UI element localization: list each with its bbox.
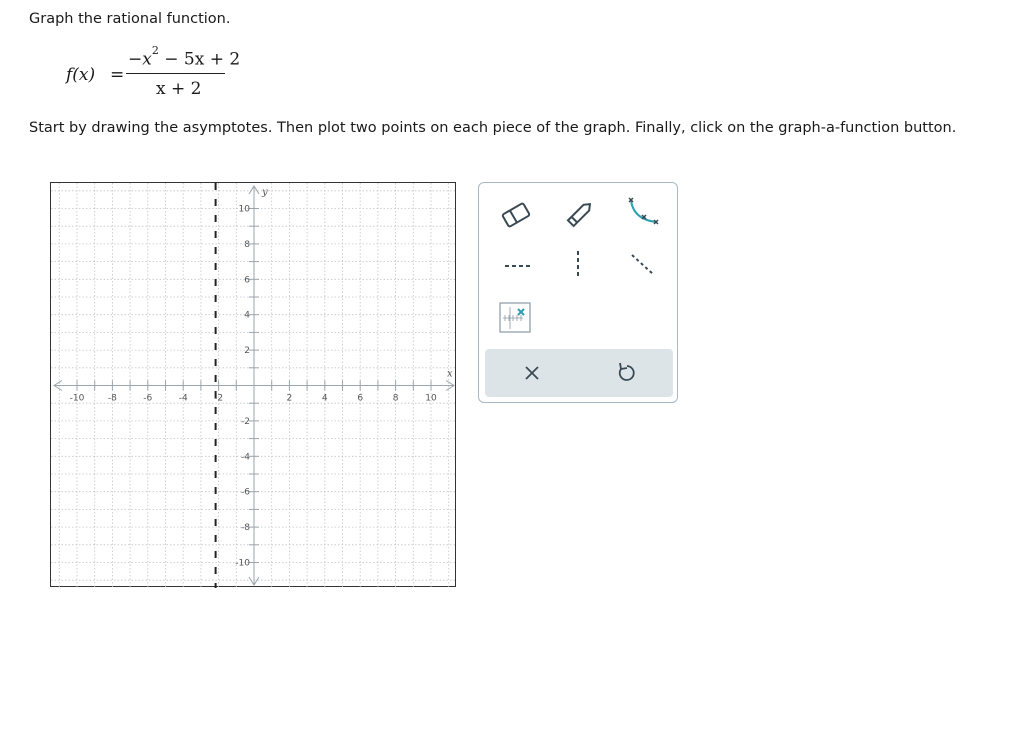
y-tick-label: 10 [238,204,250,215]
vertical-asymptote-tool[interactable] [559,247,599,283]
y-tick-label: 2 [244,346,250,357]
x-axis-label: x [447,368,453,380]
action-bar [485,349,673,397]
numerator-variable: x [142,49,152,70]
numerator-minus: − [128,49,143,70]
x-tick-label: 2 [286,393,293,404]
fraction-bar [126,73,225,74]
y-tick-label: 8 [244,239,250,250]
close-icon [512,357,552,389]
slant-asymptote-tool[interactable] [620,247,660,283]
eraser-tool[interactable] [495,197,535,233]
y-tick-label: 6 [244,275,250,286]
y-tick-label: -6 [241,487,250,498]
problem-prompt: Graph the rational function. [29,11,231,27]
eraser-icon [495,197,535,233]
x-tick-label: -8 [107,393,117,404]
horizontal-asymptote-icon [495,249,535,285]
x-tick-label: 8 [392,393,399,404]
equals-sign: = [110,65,125,85]
function-numerator [128,44,241,70]
numerator-rest: − 5x + 2 [158,49,241,70]
x-tick-label: -2 [214,393,224,404]
y-tick-label: -4 [241,452,250,463]
x-tick-label: 6 [357,393,364,404]
point-tool[interactable] [495,299,535,335]
x-tick-label: -10 [69,393,85,404]
slant-asymptote-icon [620,247,660,283]
x-tick-label: 4 [321,393,328,404]
graph-function-icon [620,195,660,231]
function-name: f(x) [66,65,96,85]
x-tick-label: -4 [178,393,188,404]
y-tick-label: -10 [235,558,250,569]
undo-button[interactable] [607,357,647,389]
pencil-icon [560,195,600,231]
numerator-exponent: 2 [151,44,159,57]
graph-toolbox [478,182,678,403]
undo-icon [607,357,647,389]
y-tick-label: 4 [244,310,250,321]
graph-function-tool[interactable] [620,195,660,231]
pencil-tool[interactable] [560,195,600,231]
point-tool-icon [495,299,535,335]
function-denominator: x + 2 [156,79,202,99]
y-tick-label: -8 [241,523,250,534]
y-axis-label: y [262,187,268,198]
vertical-asymptote-icon [559,247,599,283]
coordinate-plane[interactable] [51,183,457,588]
instructions: Start by drawing the asymptotes. Then plot two points on each piece of the graph. Finally, click on the graph-a-function button. [29,120,957,136]
clear-button[interactable] [512,357,552,389]
x-tick-label: -6 [143,393,153,404]
horizontal-asymptote-tool[interactable] [495,249,535,285]
x-tick-label: 10 [425,393,437,404]
function-definition [66,44,246,108]
y-tick-label: -2 [241,416,250,427]
graph-canvas[interactable] [50,182,456,587]
